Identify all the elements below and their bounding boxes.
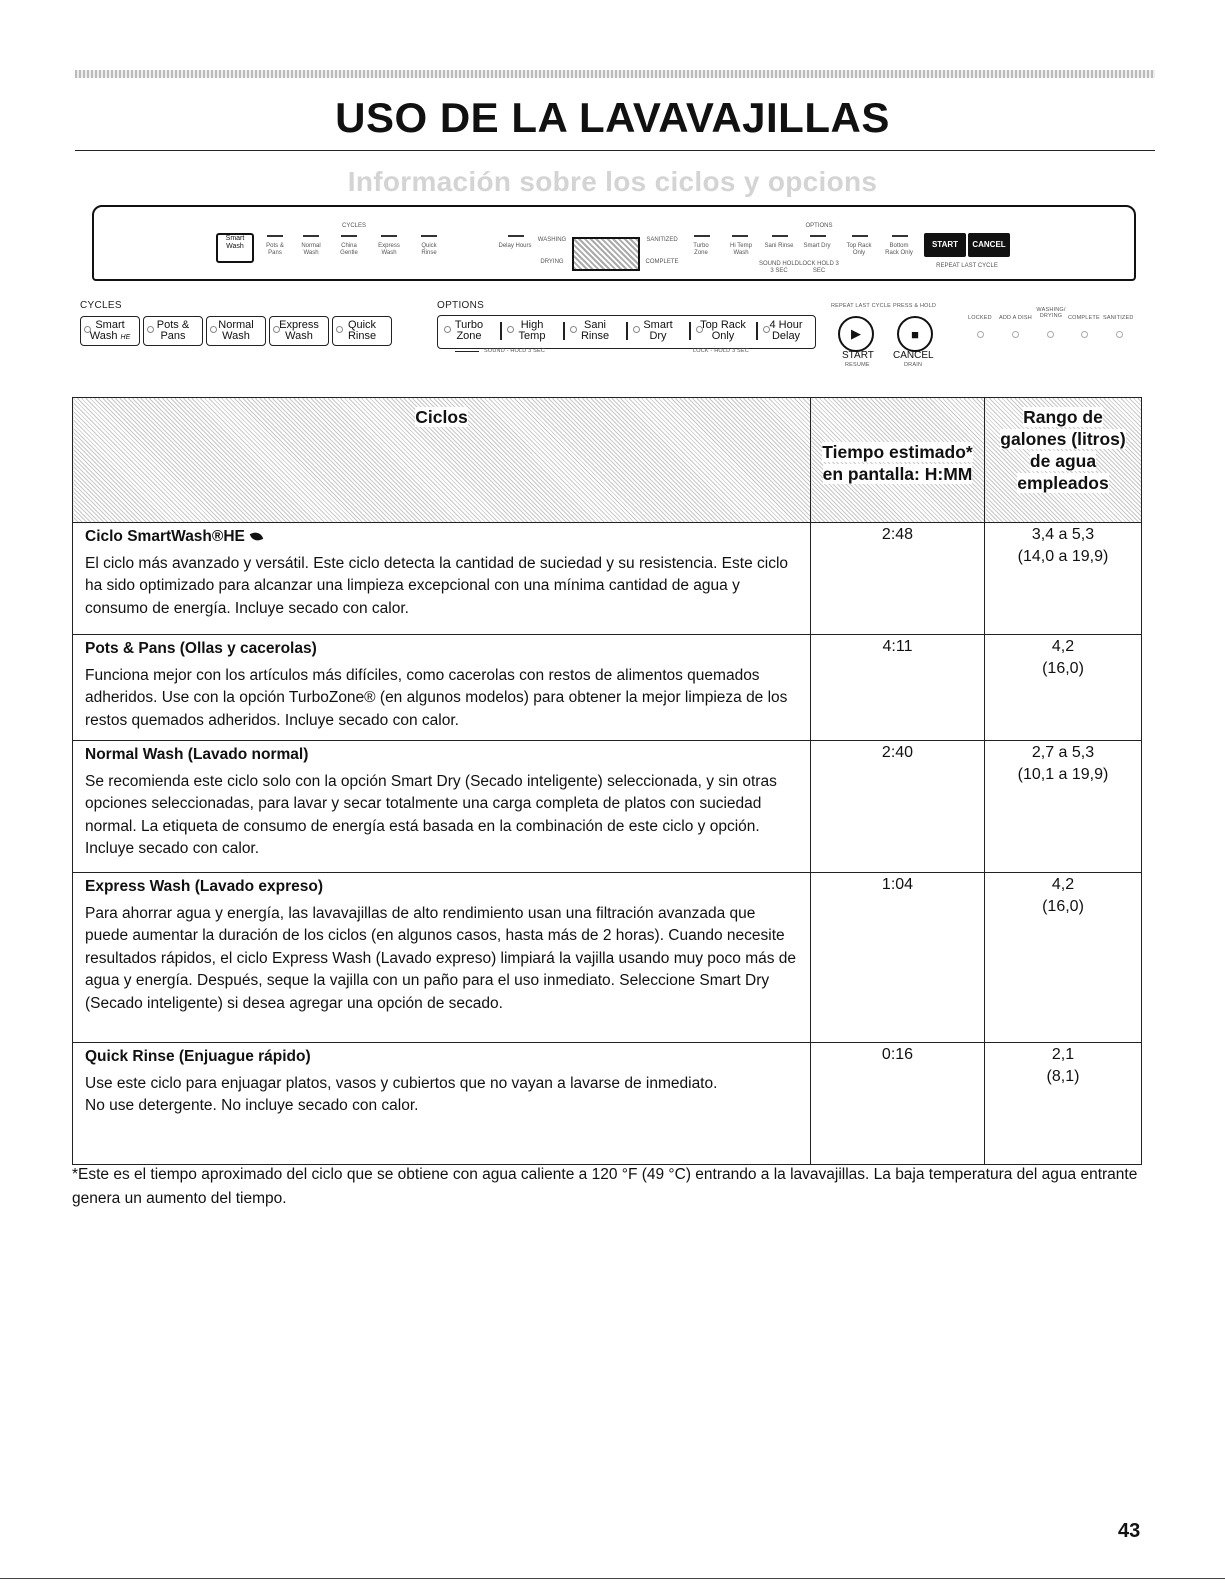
panel-complete-label: COMPLETE bbox=[645, 259, 679, 265]
cycle-description-cell bbox=[73, 1043, 811, 1165]
footnote: *Este es el tiempo aproximado del ciclo que se obtiene con agua caliente a 120 °F (49 °C) entrando a la lavavajillas. La baja temperatura del agua entrante genera un aumento del tiempo. bbox=[72, 1166, 1138, 1207]
cycle-description: Use este ciclo para enjuagar platos, vasos y cubiertos que no vayan a lavarse de inmediato. bbox=[85, 1074, 718, 1092]
title-rule bbox=[75, 150, 1155, 151]
indicator-light-icon bbox=[336, 326, 343, 333]
cycle-description-cell bbox=[73, 635, 811, 741]
indicator-light-icon bbox=[273, 326, 280, 333]
option-button-high-temp bbox=[504, 317, 560, 345]
header-time: Tiempo estimado* en pantalla: H:MM bbox=[811, 398, 985, 523]
indicator-light-icon bbox=[444, 326, 451, 333]
panel-start-button: START bbox=[924, 233, 966, 257]
cycle-button-line1: Normal bbox=[218, 319, 254, 331]
time-cell: 2:40 bbox=[811, 741, 985, 873]
panel-option-label: Bottom Rack Only bbox=[885, 243, 913, 256]
option-button-line1: High bbox=[520, 319, 544, 331]
panel-option-label: Top Rack Only bbox=[846, 243, 872, 256]
panel-display bbox=[572, 237, 640, 271]
cycle-button-line1: Express bbox=[279, 319, 319, 331]
panel-repeat-label: REPEAT LAST CYCLE bbox=[936, 263, 998, 269]
option-button-line1: 4 Hour bbox=[769, 319, 803, 331]
option-button-smart-dry bbox=[630, 317, 686, 345]
cycle-description: Para ahorrar agua y energía, las lavavajillas de alto rendimiento usan una filtración avanzada que puede aumentar la duración de los ciclos (en algunos casos, hasta más de 2 horas). Cuando necesite resultados rápidos, el ciclo Express Wash (Lavado expreso) limpiará la vajilla usando muy poco más de agua y energía. Después, seque la vajilla con un paño para el uso inmediato. Seleccione Smart Dry (Secado inteligente) si desea agregar una opción de secado. bbox=[85, 904, 797, 1012]
water-cell: 4,2 (16,0) bbox=[985, 873, 1142, 1043]
cycle-button-pots-pans bbox=[143, 316, 203, 346]
indicator-light-icon bbox=[210, 326, 217, 333]
panel-option-label: Smart Dry bbox=[803, 243, 831, 249]
cycle-description: Se recomienda este ciclo solo con la opción Smart Dry (Secado inteligente) seleccionada, y sin otras opciones seleccionadas, para lavar y secar totalmente una carga completa de platos con suciedad normal. La etiqueta de consumo de energía está basada en la combinación de este ciclo y opción. Incluye secado con calor. bbox=[85, 772, 777, 857]
option-button-line2: Only bbox=[711, 330, 735, 342]
water-cell: 2,1 (8,1) bbox=[985, 1043, 1142, 1165]
cycle-description: El ciclo más avanzado y versátil. Este ciclo detecta la cantidad de suciedad y su resistencia. Este ciclo ha sido optimizado para alcanzar una limpieza excepcional con una mínima cantidad de agua y consumo de energía. Incluye secado con calor. bbox=[85, 554, 789, 617]
panel-sanitized-label: SANITIZED bbox=[646, 237, 678, 243]
header-cycles: Ciclos bbox=[73, 398, 811, 523]
panel-cancel-button: CANCEL bbox=[968, 233, 1010, 257]
indicator-light-icon bbox=[633, 326, 640, 333]
indicator-label-locked: LOCKED bbox=[968, 315, 992, 321]
indicator-light-icon bbox=[1081, 331, 1088, 338]
leaf-icon bbox=[250, 530, 263, 542]
indicator-light-icon bbox=[84, 326, 91, 333]
panel-options-label: OPTIONS bbox=[805, 223, 833, 229]
indicator-light-icon bbox=[977, 331, 984, 338]
panel-drying-label: DRYING bbox=[540, 259, 564, 265]
indicator-label-washing-drying: WASHING/ DRYING bbox=[1036, 307, 1066, 319]
option-button-4-hour-delay bbox=[760, 317, 812, 345]
cycle-button-line1: Smart bbox=[95, 319, 125, 331]
time-cell: 0:16 bbox=[811, 1043, 985, 1165]
option-button-turbo-zone bbox=[441, 317, 497, 345]
option-button-line1: Sani bbox=[583, 319, 607, 331]
cycles-label: CYCLES bbox=[80, 300, 122, 311]
bottom-rule bbox=[0, 1578, 1225, 1579]
option-button-top-rack-only bbox=[693, 317, 753, 345]
table-row bbox=[73, 1043, 1142, 1165]
water-cell: 3,4 a 5,3 (14,0 a 19,9) bbox=[985, 523, 1142, 635]
cycle-name: Pots & Pans (Ollas y cacerolas) bbox=[85, 640, 317, 657]
panel-cycle-label: China Gentle bbox=[340, 243, 358, 256]
indicator-light-icon bbox=[763, 326, 770, 333]
table-header-row bbox=[73, 398, 1142, 523]
panel-washing-label: WASHING bbox=[537, 237, 567, 243]
cycle-description-cell bbox=[73, 523, 811, 635]
drain-label: DRAIN bbox=[904, 362, 923, 368]
cycle-button-line2: Wash bbox=[89, 330, 118, 342]
panel-option-label: Hi Temp Wash bbox=[730, 243, 752, 256]
cycle-name: Ciclo SmartWash®HE bbox=[85, 526, 800, 549]
stop-icon: ■ bbox=[911, 326, 919, 342]
panel-delay-label: Delay Hours bbox=[498, 243, 532, 249]
cycle-note: No use detergente. No incluye secado con calor. bbox=[85, 1097, 419, 1114]
panel-cycles-label: CYCLES bbox=[341, 223, 366, 229]
cycle-name: Quick Rinse (Enjuague rápido) bbox=[85, 1048, 311, 1065]
option-button-line2: Zone bbox=[456, 330, 482, 342]
cycle-button-line2: Pans bbox=[160, 330, 186, 342]
indicator-label-sanitized: SANITIZED bbox=[1103, 315, 1134, 321]
cycle-name: Express Wash (Lavado expreso) bbox=[85, 878, 324, 895]
cycle-button-line1: Pots & bbox=[156, 319, 190, 331]
indicator-light-icon bbox=[1116, 331, 1123, 338]
water-cell: 2,7 a 5,3 (10,1 a 19,9) bbox=[985, 741, 1142, 873]
sound-hold-label: SOUND - HOLD 3 SEC bbox=[484, 348, 546, 354]
sound-underline bbox=[455, 351, 479, 352]
cycles-table bbox=[72, 397, 1142, 1165]
indicator-light-icon bbox=[1047, 331, 1054, 338]
table-row bbox=[73, 523, 1142, 635]
panel-option-label: Turbo Zone bbox=[693, 243, 709, 256]
repeat-last-cycle-label: REPEAT LAST CYCLE bbox=[831, 303, 891, 309]
section-subtitle: Información sobre los ciclos y opcions bbox=[347, 166, 878, 197]
he-suffix: HE bbox=[120, 334, 131, 341]
time-cell: 4:11 bbox=[811, 635, 985, 741]
panel-cycle-label: Express Wash bbox=[378, 243, 400, 256]
option-button-line1: Turbo bbox=[454, 319, 484, 331]
cycle-button-quick-rinse bbox=[332, 316, 392, 346]
start-button bbox=[838, 316, 874, 352]
resume-label: RESUME bbox=[845, 362, 870, 368]
water-cell: 4,2 (16,0) bbox=[985, 635, 1142, 741]
option-button-line2: Delay bbox=[771, 330, 801, 342]
cycle-button-normal-wash bbox=[206, 316, 266, 346]
control-panel-illustration bbox=[92, 205, 1136, 281]
indicator-light-icon bbox=[1012, 331, 1019, 338]
page-number: 43 bbox=[1118, 1520, 1141, 1542]
options-label: OPTIONS bbox=[437, 300, 485, 311]
panel-smart-wash-button: Smart Wash bbox=[216, 233, 254, 263]
cancel-button bbox=[897, 316, 933, 352]
option-button-line1: Top Rack bbox=[700, 319, 746, 331]
header-water: Rango de galones (litros) de agua empleados bbox=[985, 398, 1142, 523]
cycle-button-line1: Quick bbox=[347, 319, 377, 331]
cycle-button-line2: Rinse bbox=[347, 330, 377, 342]
option-button-line2: Dry bbox=[649, 330, 667, 342]
cancel-label: CANCEL bbox=[893, 350, 934, 361]
indicator-label-complete: COMPLETE bbox=[1068, 315, 1100, 321]
indicator-light-icon bbox=[507, 326, 514, 333]
panel-cycle-label: Normal Wash bbox=[301, 243, 321, 256]
panel-lock-label: LOCK HOLD 3 SEC bbox=[799, 261, 839, 274]
option-button-line1: Smart bbox=[643, 319, 673, 331]
table-row bbox=[73, 635, 1142, 741]
cycle-button-express-wash bbox=[269, 316, 329, 346]
indicator-light-icon bbox=[147, 326, 154, 333]
time-cell: 2:48 bbox=[811, 523, 985, 635]
time-cell: 1:04 bbox=[811, 873, 985, 1043]
cycle-description: Funciona mejor con los artículos más difíciles, como cacerolas con restos de alimentos quemados adheridos. Use con la opción TurboZone® (en algunos modelos) para obtener la mejor limpieza de los restos quemados adheridos. Incluye secado con calor. bbox=[85, 666, 788, 729]
option-button-line2: Rinse bbox=[580, 330, 610, 342]
indicator-light-icon bbox=[570, 326, 577, 333]
table-row bbox=[73, 741, 1142, 873]
table-row bbox=[73, 873, 1142, 1043]
play-icon: ▶ bbox=[851, 326, 861, 341]
cycle-description-cell bbox=[73, 873, 811, 1043]
panel-sound-label: SOUND HOLD 3 SEC bbox=[759, 261, 800, 274]
page-title: USO DE LA LAVAVAJILLAS bbox=[335, 94, 890, 141]
lock-hold-label: LOCK - HOLD 3 SEC bbox=[693, 348, 749, 354]
press-hold-label: PRESS & HOLD bbox=[893, 303, 937, 309]
option-button-line2: Temp bbox=[518, 330, 546, 342]
cycle-button-line2: Wash bbox=[285, 330, 313, 342]
panel-cycle-label: Quick Rinse bbox=[421, 243, 437, 256]
top-decorative-bar bbox=[75, 70, 1155, 78]
cycle-button-smart-wash bbox=[80, 316, 140, 346]
start-label: START bbox=[842, 350, 874, 361]
indicator-label-add-dish: ADD A DISH bbox=[999, 315, 1032, 321]
cycle-button-line2: Wash bbox=[222, 330, 250, 342]
cycle-name: Normal Wash (Lavado normal) bbox=[85, 746, 309, 763]
panel-option-label: Sani Rinse bbox=[764, 243, 794, 249]
cycle-description-cell bbox=[73, 741, 811, 873]
option-button-sani-rinse bbox=[567, 317, 623, 345]
indicator-light-icon bbox=[696, 326, 703, 333]
panel-cycle-label: Pots & Pans bbox=[266, 243, 284, 256]
